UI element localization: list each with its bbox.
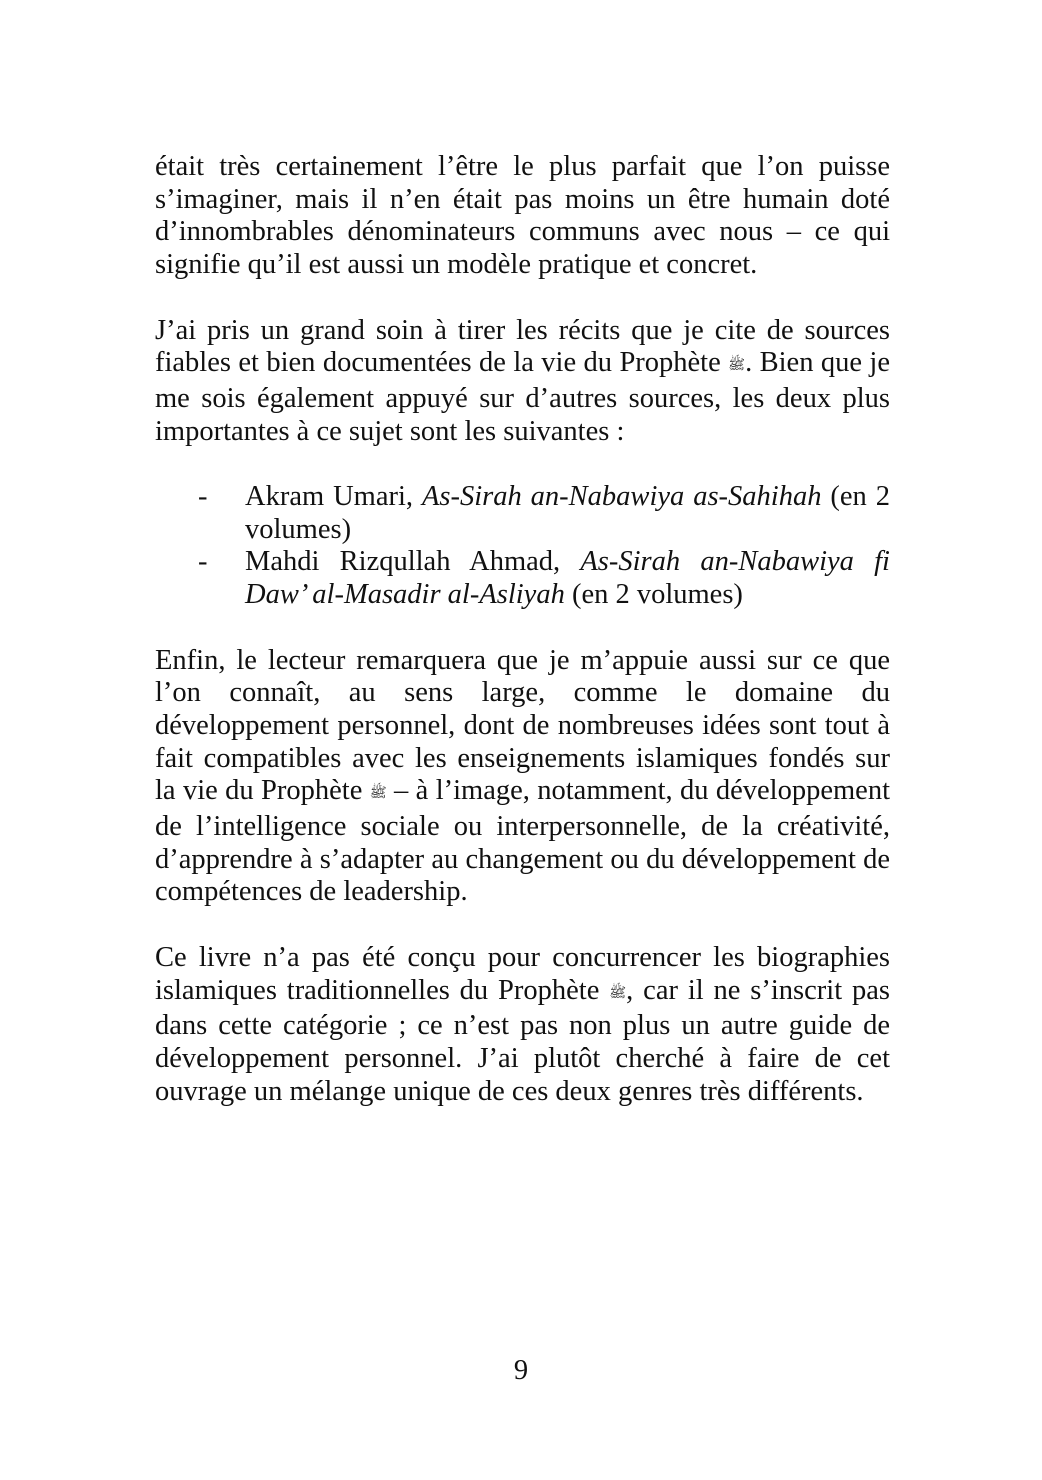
paragraph-book-purpose-text-end: , car il ne s’inscrit pas dans cette catégorie ; ce n’est pas non plus un autre guide de développement personnel. J’ai plutôt cherché à faire de cet ouvrage un mélange unique de ces deux genres très différents. bbox=[155, 974, 890, 1107]
paragraph-intro: était très certainement l’être le plus parfait que l’on puisse s’imaginer, mais il n’en était pas moins un être humain doté d’innombrables dénominateurs communs avec nous – ce qui signifie qu’il est aussi un modèle pratique et concret. bbox=[155, 151, 890, 281]
reference-author: Mahdi Rizqullah Ahmad, bbox=[245, 546, 581, 578]
paragraph-sources-text-end: . Bien que je me sois également appuyé sur d’autres sources, les deux plus importantes à ce sujet sont les suivantes : bbox=[155, 347, 890, 447]
page-number: 9 bbox=[513, 1355, 529, 1386]
list-bullet: - bbox=[198, 481, 208, 512]
reference-title: As-Sirah an-Nabawiya as-Sahihah bbox=[421, 481, 822, 512]
reference-author: Akram Umari, bbox=[245, 481, 422, 512]
honorific-symbol-icon: ﷺ bbox=[609, 985, 627, 1001]
paragraph-personal-development-text-end: – à l’image, notamment, du développement de l’intelligence sociale ou interpersonnelle, de la créativité, d’apprendre à s’adapter au changement ou du développement de compétences de leadership. bbox=[155, 775, 890, 908]
paragraph-sources bbox=[155, 315, 890, 449]
paragraph-book-purpose-text-start: Ce livre n’a pas été conçu pour concurrencer les biographies islamiques traditionnelles du Prophète bbox=[155, 941, 890, 1006]
paragraph-personal-development bbox=[155, 645, 890, 910]
page-body bbox=[155, 151, 890, 1108]
honorific-symbol-icon: ﷺ bbox=[369, 786, 387, 802]
reference-note: (en 2 volumes) bbox=[564, 579, 743, 611]
reference-list bbox=[155, 481, 890, 612]
reference-note: (en 2 volumes) bbox=[245, 481, 891, 545]
reference-item bbox=[198, 481, 891, 546]
paragraph-personal-development-text-start: Enfin, le lecteur remarquera que je m’appuie aussi sur ce que l’on connaît, au sens large, comme le domaine du développement personnel, dont de nombreuses idées sont tout à fait compatibles avec les enseignements islamiques fondés sur la vie du Prophète bbox=[155, 644, 890, 807]
list-bullet: - bbox=[198, 546, 208, 578]
honorific-symbol-icon: ﷺ bbox=[728, 358, 746, 374]
paragraph-book-purpose bbox=[155, 942, 890, 1109]
reference-title: As-Sirah an-Nabawiya fi Daw’ al-Masadir al-Asliyah bbox=[245, 546, 890, 611]
reference-item bbox=[198, 546, 890, 611]
paragraph-sources-text-start: J’ai pris un grand soin à tirer les récits que je cite de sources fiables et bien documentées de la vie du Prophète bbox=[155, 314, 890, 379]
